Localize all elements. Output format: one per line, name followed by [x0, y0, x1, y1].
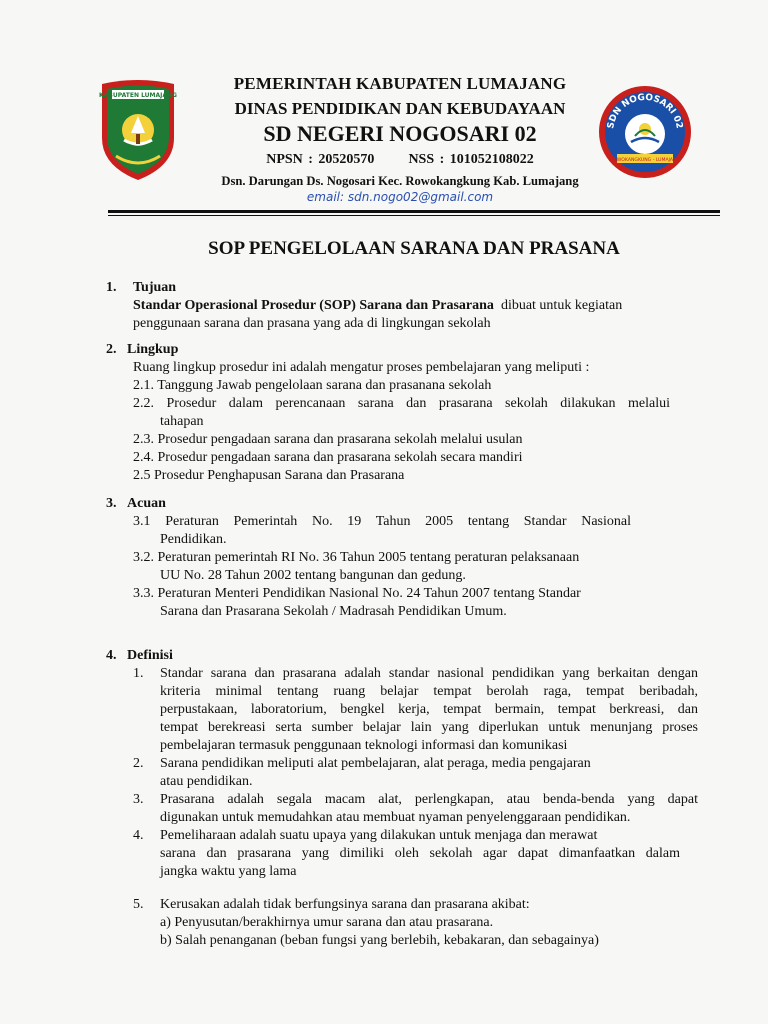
- definisi-subitem: b) Salah penanganan (beban fungsi yang berlebih, kebakaran, dan sebagainya): [160, 933, 599, 948]
- section-number: 3.: [106, 496, 117, 511]
- header-address: Dsn. Darungan Ds. Nogosari Kec. Rowokangkung Kab. Lumajang: [221, 174, 579, 188]
- section-number: 1.: [106, 280, 117, 295]
- lingkup-item: 2.2. Prosedur dalam perencanaan sarana dan prasarana sekolah dilakukan melalui: [133, 396, 670, 411]
- definisi-number: 4.: [133, 828, 144, 843]
- lingkup-intro: Ruang lingkup prosedur ini adalah mengatur proses pembelajaran yang meliputi :: [133, 360, 590, 375]
- definisi-line: perpustakaan, laboratorium, bengkel kerja, tempat bermain, tempat berkreasi, dan: [160, 702, 698, 717]
- section-number: 4.: [106, 648, 117, 663]
- definisi-line: atau pendidikan.: [160, 774, 253, 789]
- lingkup-item: 2.5 Prosedur Penghapusan Sarana dan Prasarana: [133, 468, 405, 483]
- tujuan-line-2: penggunaan sarana dan prasana yang ada di lingkungan sekolah: [133, 316, 491, 331]
- header-divider-thick: [108, 210, 720, 213]
- definisi-line: pembelajaran termasuk penggunaan teknologi informasi dan komunikasi: [160, 738, 568, 753]
- header-email[interactable]: email: sdn.nogo02@gmail.com: [306, 190, 494, 204]
- definisi-line: Prasarana adalah segala macam alat, perlengkapan, atau benda-benda yang dapat: [160, 792, 698, 807]
- tujuan-rest-text: dibuat untuk kegiatan: [500, 298, 623, 313]
- definisi-line: Pemeliharaan adalah suatu upaya yang dilakukan untuk menjaga dan merawat: [160, 828, 598, 843]
- logo-right-ribbon: ROWOKANGKUNG - LUMAJANG: [609, 158, 681, 163]
- acuan-item-cont: Sarana dan Prasarana Sekolah / Madrasah Pendidikan Umum.: [160, 604, 507, 619]
- definisi-line: digunakan untuk memudahkan atau membuat nyaman penyelenggaraan pendidikan.: [160, 810, 631, 825]
- definisi-line: Standar sarana dan prasarana adalah standar nasional pendidikan yang berkaitan dengan: [160, 666, 698, 681]
- definisi-line: Kerusakan adalah tidak berfungsinya sarana dan prasarana akibat:: [160, 897, 530, 912]
- acuan-item-cont: UU No. 28 Tahun 2002 tentang bangunan dan gedung.: [160, 568, 466, 583]
- definisi-number: 1.: [133, 666, 144, 681]
- lingkup-item: 2.4. Prosedur pengadaan sarana dan prasarana sekolah secara mandiri: [133, 450, 523, 465]
- definisi-number: 5.: [133, 897, 144, 912]
- definisi-subitem: a) Penyusutan/berakhirnya umur sarana dan atau prasarana.: [160, 915, 494, 930]
- lingkup-item: 2.1. Tanggung Jawab pengelolaan sarana dan prasanana sekolah: [133, 378, 492, 393]
- section-heading-acuan: Acuan: [127, 496, 166, 511]
- acuan-item: 3.1 Peraturan Pemerintah No. 19 Tahun 2005 tentang Standar Nasional: [133, 514, 631, 529]
- definisi-line: jangka waktu yang lama: [160, 864, 297, 879]
- acuan-item-cont: Pendidikan.: [160, 532, 227, 547]
- definisi-line: tempat berekreasi serta sumber belajar lain yang diperlukan untuk menunjang proses: [160, 720, 698, 735]
- definisi-line: kriteria minimal tentang ruang belajar tempat berolah raga, tempat beribadah,: [160, 684, 698, 699]
- document-title: SOP PENGELOLAAN SARANA DAN PRASANA: [208, 238, 620, 259]
- definisi-line: sarana dan prasarana yang dimiliki oleh sekolah agar dapat dimanfaatkan dalam: [160, 846, 680, 861]
- header-divider-thin: [108, 215, 720, 216]
- npsn-text: NPSN : 20520570: [266, 152, 375, 167]
- header-department: DINAS PENDIDIKAN DAN KEBUDAYAAN: [234, 99, 566, 118]
- logo-right-text: SDN NOGOSARI 02: [606, 92, 684, 130]
- acuan-item: 3.3. Peraturan Menteri Pendidikan Nasional No. 24 Tahun 2007 tentang Standar: [133, 586, 581, 601]
- section-number: 2.: [106, 342, 117, 357]
- header-ids: [190, 152, 610, 168]
- sop-bold-text: Standar Operasional Prosedur (SOP) Sarana dan Prasarana: [133, 298, 494, 313]
- logo-left-text: KABUPATEN LUMAJANG: [99, 92, 177, 99]
- nss-text: NSS : 101052108022: [408, 152, 534, 167]
- header-government: PEMERINTAH KABUPATEN LUMAJANG: [233, 74, 567, 93]
- definisi-line: Sarana pendidikan meliputi alat pembelajaran, alat peraga, media pengajaran: [160, 756, 591, 771]
- acuan-item: 3.2. Peraturan pemerintah RI No. 36 Tahun 2005 tentang peraturan pelaksanaan: [133, 550, 580, 565]
- section-heading-definisi: Definisi: [127, 648, 173, 663]
- definisi-number: 2.: [133, 756, 144, 771]
- definisi-number: 3.: [133, 792, 144, 807]
- header-school-name: SD NEGERI NOGOSARI 02: [263, 121, 537, 146]
- lingkup-item-cont: tahapan: [160, 414, 204, 429]
- lingkup-item: 2.3. Prosedur pengadaan sarana dan prasarana sekolah melalui usulan: [133, 432, 523, 447]
- kabupaten-lumajang-logo: [98, 78, 178, 182]
- tujuan-line-1: [133, 297, 697, 315]
- section-heading-tujuan: Tujuan: [133, 280, 177, 295]
- section-heading-lingkup: Lingkup: [127, 342, 179, 357]
